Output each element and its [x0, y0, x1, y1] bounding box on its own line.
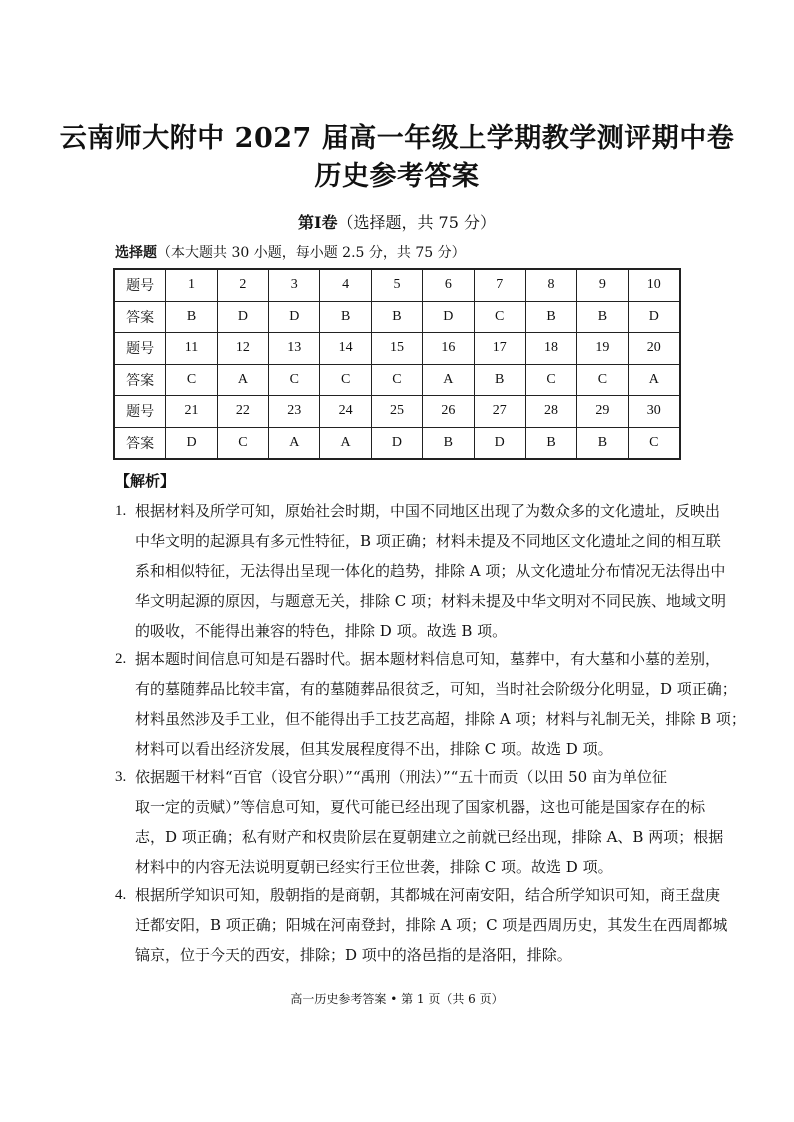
- table-cell: C: [577, 364, 628, 396]
- item-line: 材料虽然涉及手工业，但不能得出手工技艺高超，排除 A 项；材料与礼制无关，排除 B 项；: [135, 710, 746, 728]
- table-cell: 30: [628, 396, 680, 428]
- row-label: 答案: [114, 364, 166, 396]
- table-cell: D: [371, 427, 422, 459]
- table-cell: B: [577, 427, 628, 459]
- table-cell: 11: [166, 333, 217, 365]
- answer-table: [113, 268, 681, 460]
- table-cell: B: [320, 301, 371, 333]
- table-cell: 1: [166, 269, 217, 301]
- table-cell: 24: [320, 396, 371, 428]
- table-cell: 12: [217, 333, 268, 365]
- table-cell: 27: [474, 396, 525, 428]
- item-number: 2.: [115, 651, 127, 667]
- table-cell: 8: [525, 269, 576, 301]
- table-cell: 26: [423, 396, 474, 428]
- table-cell: C: [525, 364, 576, 396]
- table-cell: A: [217, 364, 268, 396]
- table-cell: C: [474, 301, 525, 333]
- table-cell: B: [577, 301, 628, 333]
- item-line: 取一定的贡赋）”等信息可知，夏代可能已经出现了国家机器，这也可能是国家存在的标: [135, 798, 706, 816]
- table-cell: B: [525, 301, 576, 333]
- table-cell: 6: [423, 269, 474, 301]
- table-cell: C: [628, 427, 680, 459]
- analysis-item-3: [115, 762, 724, 882]
- table-cell: C: [269, 364, 320, 396]
- item-number: 1.: [115, 503, 127, 519]
- item-line: 材料可以看出经济发展，但其发展程度得不出，排除 C 项。故选 D 项。: [135, 740, 613, 758]
- item-line: 有的墓随葬品比较丰富，有的墓随葬品很贫乏，可知，当时社会阶级分化明显，D 项正确；: [135, 680, 737, 698]
- table-cell: 25: [371, 396, 422, 428]
- section-heading: [0, 210, 794, 233]
- page-footer: 高一历史参考答案 • 第 1 页（共 6 页）: [290, 992, 504, 1006]
- table-cell: A: [269, 427, 320, 459]
- table-cell: 17: [474, 333, 525, 365]
- table-cell: A: [320, 427, 371, 459]
- section-title: 第Ⅰ卷: [297, 213, 338, 232]
- page-title: 云南师大附中 2027 届高一年级上学期教学测评期中卷: [59, 123, 735, 154]
- choice-label: 选择题: [115, 245, 157, 261]
- table-row: [114, 333, 680, 365]
- item-line: 材料中的内容无法说明夏朝已经实行王位世袭，排除 C 项。故选 D 项。: [135, 858, 613, 876]
- table-cell: 15: [371, 333, 422, 365]
- table-cell: 10: [628, 269, 680, 301]
- table-cell: B: [525, 427, 576, 459]
- table-cell: 18: [525, 333, 576, 365]
- choice-intro: [115, 242, 466, 262]
- item-line: 中华文明的起源具有多元性特征，B 项正确；材料未提及不同地区文化遗址之间的相互联: [135, 532, 721, 550]
- section-subtitle: （选择题，共 75 分）: [337, 213, 497, 232]
- table-cell: 28: [525, 396, 576, 428]
- table-row: [114, 269, 680, 301]
- table-cell: 9: [577, 269, 628, 301]
- item-line: 华文明起源的原因，与题意无关，排除 C 项；材料未提及中华文明对不同民族、地域文明: [135, 592, 727, 610]
- table-cell: 14: [320, 333, 371, 365]
- table-cell: 5: [371, 269, 422, 301]
- item-number: 3.: [115, 769, 127, 785]
- table-cell: 20: [628, 333, 680, 365]
- page-subtitle: 历史参考答案: [314, 161, 480, 192]
- item-line: 根据材料及所学可知，原始社会时期，中国不同地区出现了为数众多的文化遗址，反映出: [135, 502, 721, 520]
- item-line: 根据所学知识可知，殷朝指的是商朝，其都城在河南安阳，结合所学知识可知，商王盘庚: [135, 886, 721, 904]
- table-cell: 23: [269, 396, 320, 428]
- row-label: 答案: [114, 427, 166, 459]
- table-cell: D: [474, 427, 525, 459]
- analysis-item-4: [115, 880, 728, 970]
- row-label: 答案: [114, 301, 166, 333]
- item-line: 系和相似特征，无法得出呈现一体化的趋势，排除 A 项；从文化遗址分布情况无法得出中: [135, 562, 726, 580]
- table-cell: A: [423, 364, 474, 396]
- analysis-item-1: [115, 496, 727, 646]
- item-line: 依据题干材料“百官（设官分职）”“禹刑（刑法）”“五十而贡（以田 50 亩为单位征: [135, 768, 667, 786]
- row-label: 题号: [114, 396, 166, 428]
- row-label: 题号: [114, 269, 166, 301]
- table-cell: 7: [474, 269, 525, 301]
- item-line: 镐京，位于今天的西安，排除；D 项中的洛邑指的是洛阳，排除。: [135, 946, 572, 964]
- table-cell: 4: [320, 269, 371, 301]
- analysis-item-2: [115, 644, 746, 764]
- table-cell: D: [217, 301, 268, 333]
- table-cell: 2: [217, 269, 268, 301]
- table-cell: 19: [577, 333, 628, 365]
- table-cell: 22: [217, 396, 268, 428]
- table-cell: D: [166, 427, 217, 459]
- table-row: [114, 364, 680, 396]
- table-cell: D: [628, 301, 680, 333]
- table-cell: 29: [577, 396, 628, 428]
- table-cell: B: [423, 427, 474, 459]
- table-cell: 13: [269, 333, 320, 365]
- item-line: 的吸收，不能得出兼容的特色，排除 D 项。故选 B 项。: [135, 622, 508, 640]
- table-cell: B: [166, 301, 217, 333]
- table-cell: D: [423, 301, 474, 333]
- item-number: 4.: [115, 887, 127, 903]
- item-line: 迁都安阳，B 项正确；阳城在河南登封，排除 A 项；C 项是西周历史，其发生在西周都城: [135, 916, 728, 934]
- table-cell: C: [217, 427, 268, 459]
- table-cell: C: [371, 364, 422, 396]
- table-row: [114, 301, 680, 333]
- table-cell: A: [628, 364, 680, 396]
- table-cell: 16: [423, 333, 474, 365]
- table-cell: B: [371, 301, 422, 333]
- choice-note: （本大题共 30 小题，每小题 2.5 分，共 75 分）: [157, 245, 466, 261]
- table-cell: B: [474, 364, 525, 396]
- table-row: [114, 427, 680, 459]
- analysis-heading: 【解析】: [115, 472, 176, 490]
- table-row: [114, 396, 680, 428]
- item-line: 据本题时间信息可知是石器时代。据本题材料信息可知，墓葬中，有大墓和小墓的差别，: [135, 650, 721, 668]
- table-cell: C: [320, 364, 371, 396]
- row-label: 题号: [114, 333, 166, 365]
- table-cell: D: [269, 301, 320, 333]
- table-cell: 21: [166, 396, 217, 428]
- table-cell: C: [166, 364, 217, 396]
- table-cell: 3: [269, 269, 320, 301]
- item-line: 志，D 项正确；私有财产和权贵阶层在夏朝建立之前就已经出现，排除 A、B 两项；根据: [135, 828, 724, 846]
